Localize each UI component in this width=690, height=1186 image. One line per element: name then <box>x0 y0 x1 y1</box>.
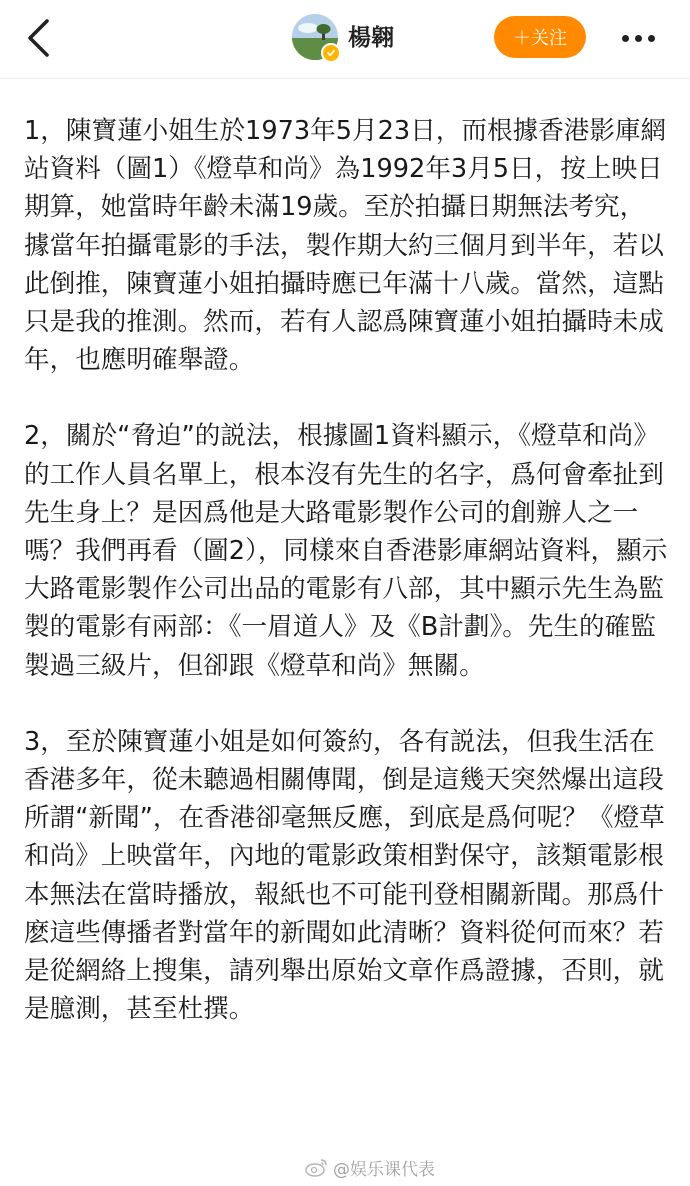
back-button[interactable] <box>16 14 60 62</box>
avatar[interactable] <box>292 14 338 60</box>
weibo-logo-icon <box>305 1157 329 1177</box>
watermark <box>305 1154 435 1180</box>
more-options-button[interactable] <box>614 20 662 56</box>
post-paragraph-3: 3，至於陳寶蓮小姐是如何簽約，各有説法，但我生活在香港多年，從未聽過相關傳聞，倒是這幾天突然爆出這段所謂“新聞”，在香港卻毫無反應，到底是爲何呢？《燈草和尚》上映當年，內地的電影政策相對保守，該類電影根本無法在當時播放，報紙也不可能刊登相關新聞。那爲什麽這些傳播者對當年的新聞如此清晰？資料從何而來？若是從網絡上搜集，請列舉出原始文章作爲證據，否則，就是臆測，甚至杜撰。 <box>24 726 665 1025</box>
username[interactable]: 楊翱 <box>348 25 394 51</box>
chevron-left-icon <box>25 18 51 58</box>
follow-button[interactable]: ＋关注 <box>494 16 586 58</box>
watermark-text: @娱乐课代表 <box>333 1159 435 1180</box>
post-paragraph-1: 1，陳寶蓮小姐生於1973年5月23日，而根據香港影庫網站資料（圖1）《燈草和尚》為1992年3月5日，按上映日期算，她當時年齡未滿19歲。至於拍攝日期無法考究，據當年拍攝電影的手法，製作期大約三個月到半年，若以此倒推，陳寶蓮小姐拍攝時應已年滿十八歲。當然，這點只是我的推測。然而，若有人認爲陳寶蓮小姐拍攝時未成年，也應明確舉證。 <box>24 116 667 376</box>
top-navigation-bar <box>0 0 690 79</box>
more-dots-icon <box>635 35 642 42</box>
more-dots-icon <box>622 35 629 42</box>
more-dots-icon <box>648 35 655 42</box>
post-body <box>24 112 670 1066</box>
post-paragraph-2: 2，關於“脅迫”的説法，根據圖1資料顯示，《燈草和尚》的工作人員名單上，根本沒有先生的名字，爲何會牽扯到先生身上？是因爲他是大路電影製作公司的創辦人之一嗎？我們再看（圖2），同樣來自香港影庫網站資料，顯示大路電影製作公司出品的電影有八部，其中顯示先生為監製的電影有兩部：《一眉道人》及《B計劃》。先生的確監製過三級片，但卻跟《燈草和尚》無關。 <box>24 421 668 681</box>
verified-badge-icon <box>321 43 341 63</box>
